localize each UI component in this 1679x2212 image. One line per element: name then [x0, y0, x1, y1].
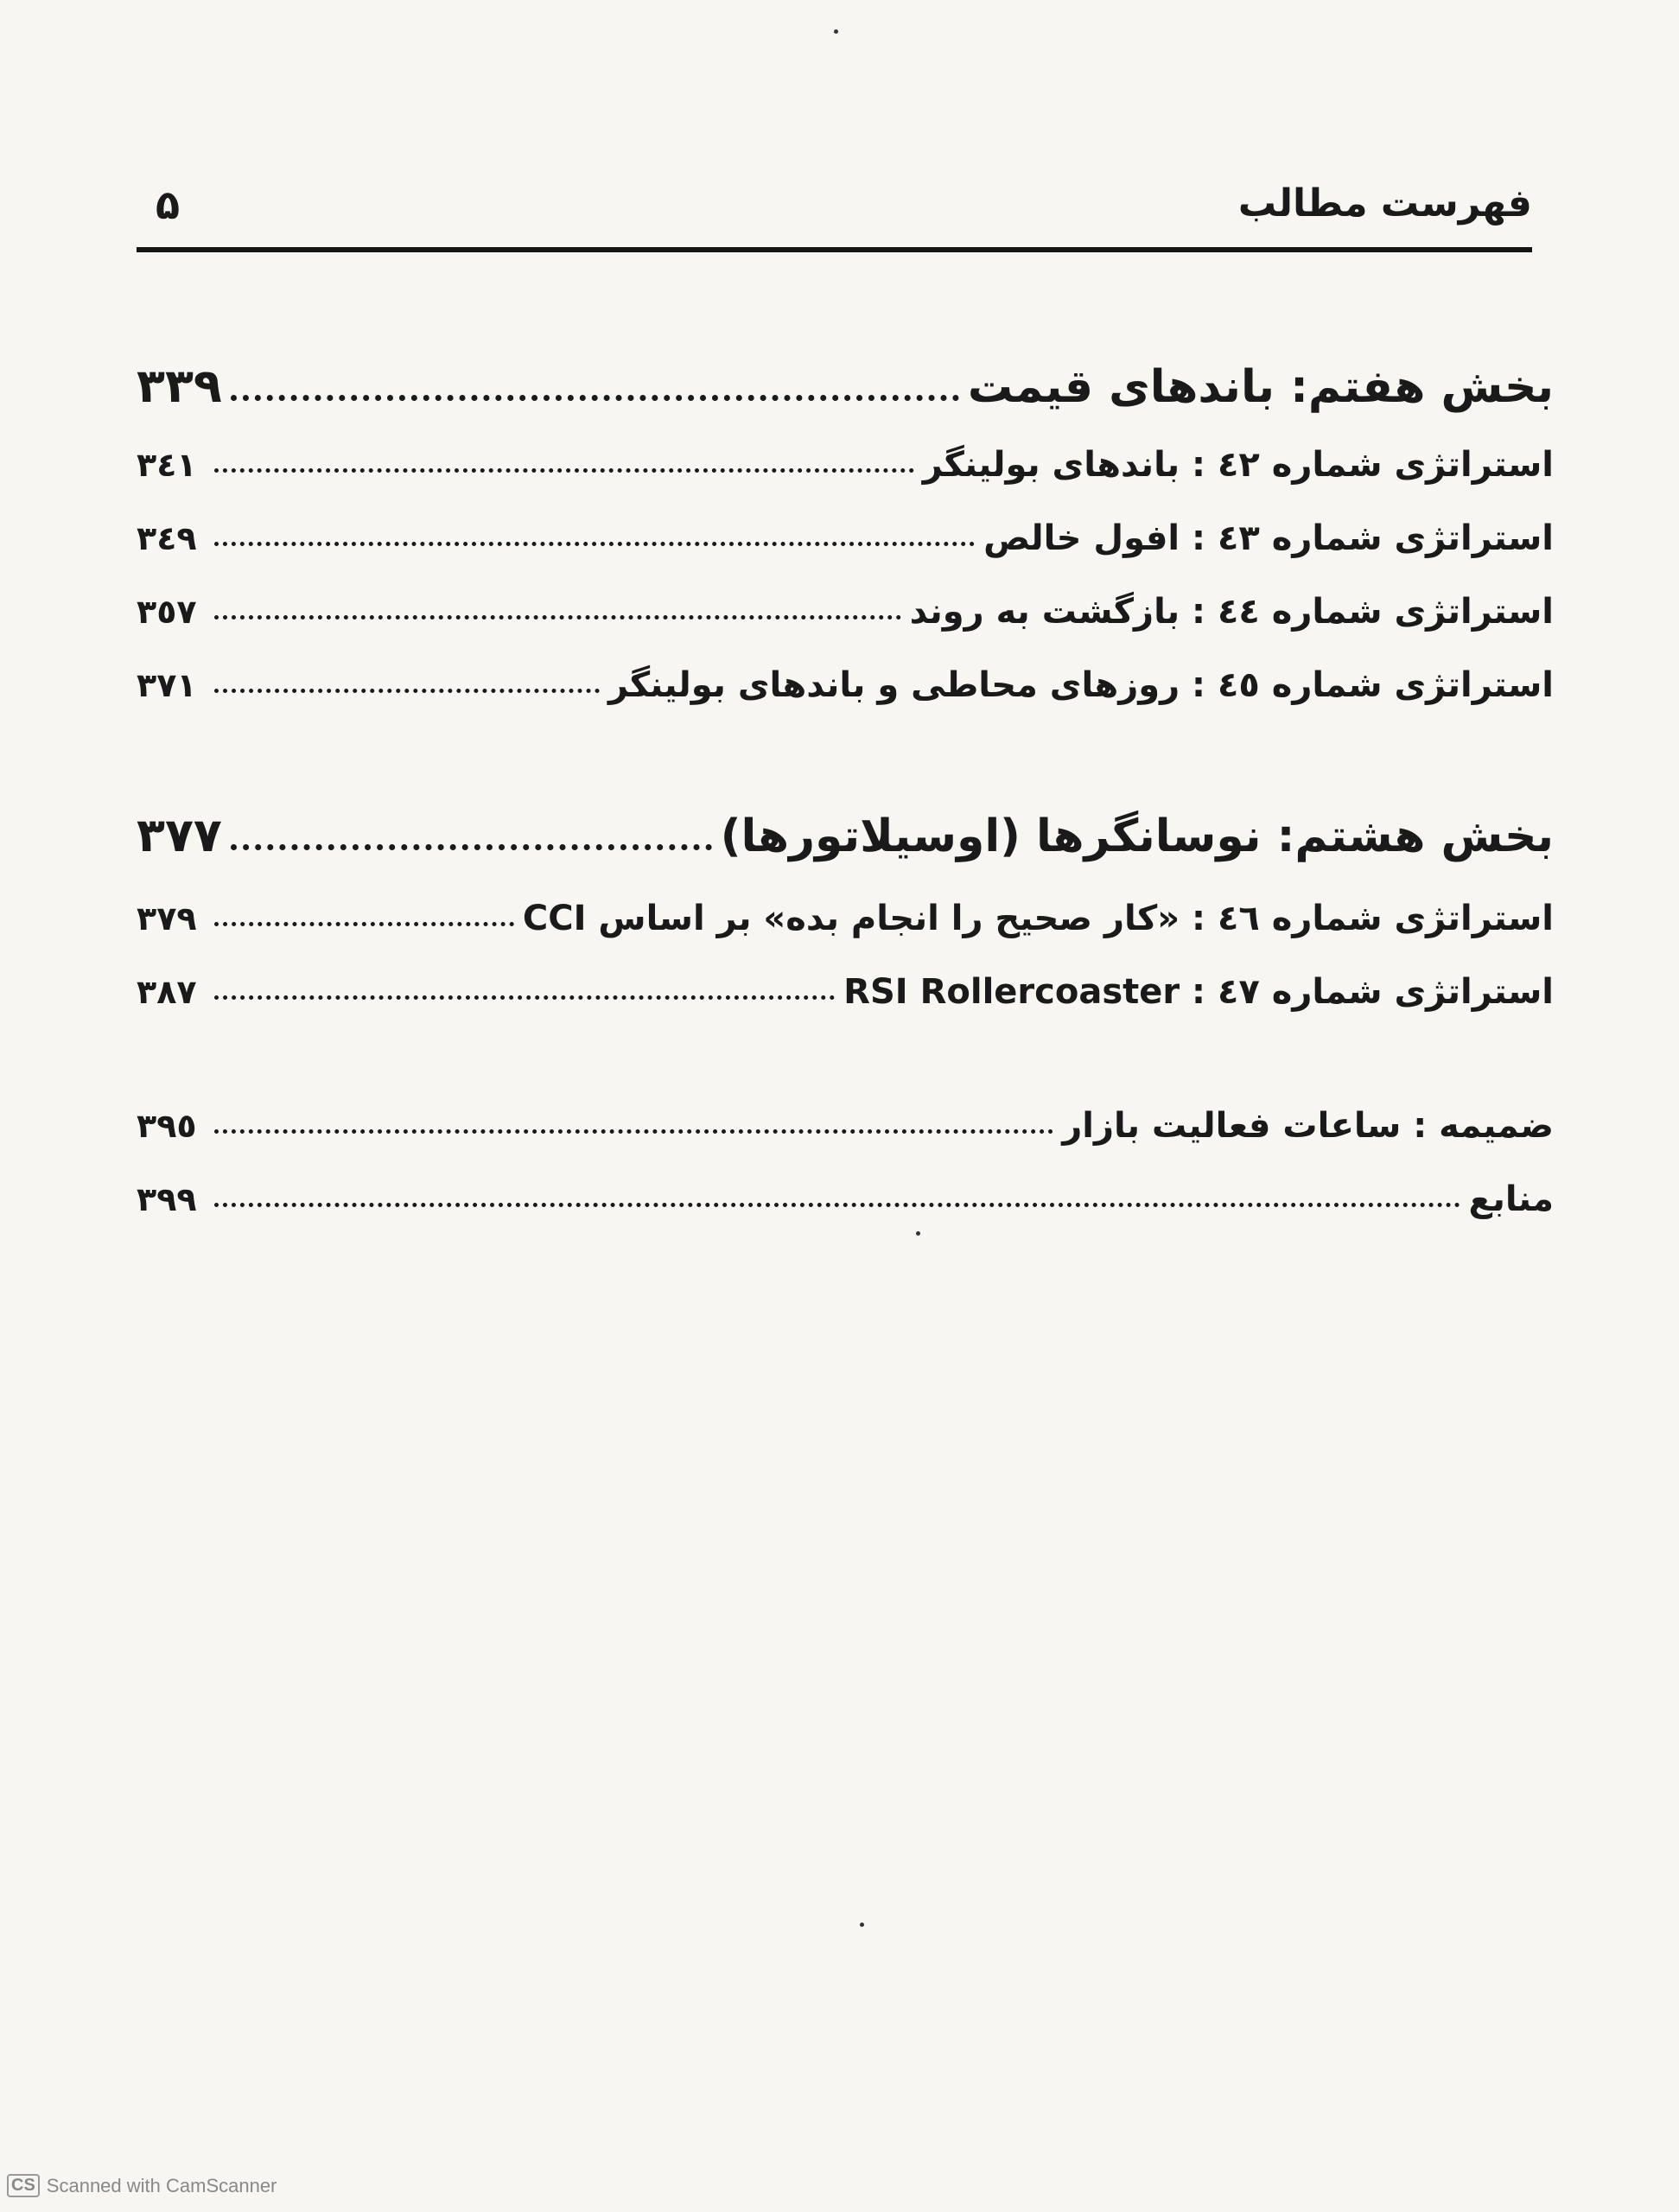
- entry-page: ٣٨٧: [137, 973, 197, 1011]
- entry-page: ٣٤٩: [137, 519, 197, 557]
- dot-leader: [214, 615, 901, 620]
- entry-title: استراتژی شماره ٤٤ : بازگشت به روند: [909, 592, 1554, 632]
- scan-speck: [834, 29, 838, 34]
- scan-speck: [860, 1923, 864, 1927]
- entry-title: منابع: [1468, 1179, 1554, 1219]
- entry-title: استراتژی شماره ٤٢ : باندهای بولینگر: [922, 445, 1554, 485]
- header-rule: [137, 247, 1532, 252]
- section-title: بخش هشتم: نوسانگرها (اوسیلاتورها): [720, 810, 1554, 862]
- entry-title: استراتژی شماره ٤٦ : «کار صحیح را انجام بده» بر اساس CCI: [522, 899, 1554, 938]
- page-header: [137, 173, 1532, 251]
- entry-title: استراتژی شماره ٤٣ : افول خالص: [983, 518, 1554, 558]
- header-title: فهرست مطالب: [1237, 181, 1532, 226]
- camscanner-logo: CS: [7, 2174, 40, 2197]
- entry-page: ٣٧٩: [137, 899, 197, 938]
- toc-entry-45[interactable]: [137, 665, 1554, 705]
- section-page: ۳۷۷: [137, 808, 222, 862]
- toc-section-8[interactable]: [137, 808, 1554, 862]
- toc-entry-47[interactable]: [137, 972, 1554, 1012]
- scan-speck: [916, 1231, 920, 1236]
- entry-page: ٣٩٩: [137, 1180, 197, 1218]
- dot-leader: [214, 922, 514, 926]
- dot-leader: [214, 468, 914, 473]
- toc-entry-44[interactable]: [137, 592, 1554, 632]
- section-title: بخش هفتم: باندهای قیمت: [967, 361, 1554, 413]
- toc-section-7[interactable]: [137, 359, 1554, 413]
- toc-entry-references[interactable]: [137, 1179, 1554, 1219]
- dot-leader: [214, 1203, 1460, 1207]
- entry-title: ضمیمه : ساعات فعالیت بازار: [1062, 1106, 1554, 1146]
- dot-leader: [214, 995, 835, 1000]
- toc-entry-43[interactable]: [137, 518, 1554, 558]
- dot-leader: [214, 542, 975, 546]
- scanner-watermark: [7, 2174, 277, 2197]
- entry-page: ٣٤١: [137, 446, 197, 484]
- entry-page: ٣٩٥: [137, 1107, 197, 1145]
- dot-leader: [231, 395, 959, 401]
- entry-page: ٣٥٧: [137, 593, 197, 631]
- watermark-text: Scanned with CamScanner: [46, 2174, 277, 2196]
- dot-leader: [231, 844, 712, 850]
- toc-entry-46[interactable]: [137, 899, 1554, 938]
- section-page: ۳۳۹: [137, 359, 222, 413]
- page-number: ۵: [156, 181, 181, 228]
- dot-leader: [214, 1129, 1053, 1134]
- entry-title: استراتژی شماره ٤٧ : RSI Rollercoaster: [843, 972, 1554, 1012]
- entry-page: ٣٧١: [137, 666, 197, 704]
- toc-entry-appendix[interactable]: [137, 1106, 1554, 1146]
- dot-leader: [214, 689, 600, 693]
- entry-title: استراتژی شماره ٤٥ : روزهای محاطی و باندهای بولینگر: [607, 665, 1554, 705]
- toc-entry-42[interactable]: [137, 445, 1554, 485]
